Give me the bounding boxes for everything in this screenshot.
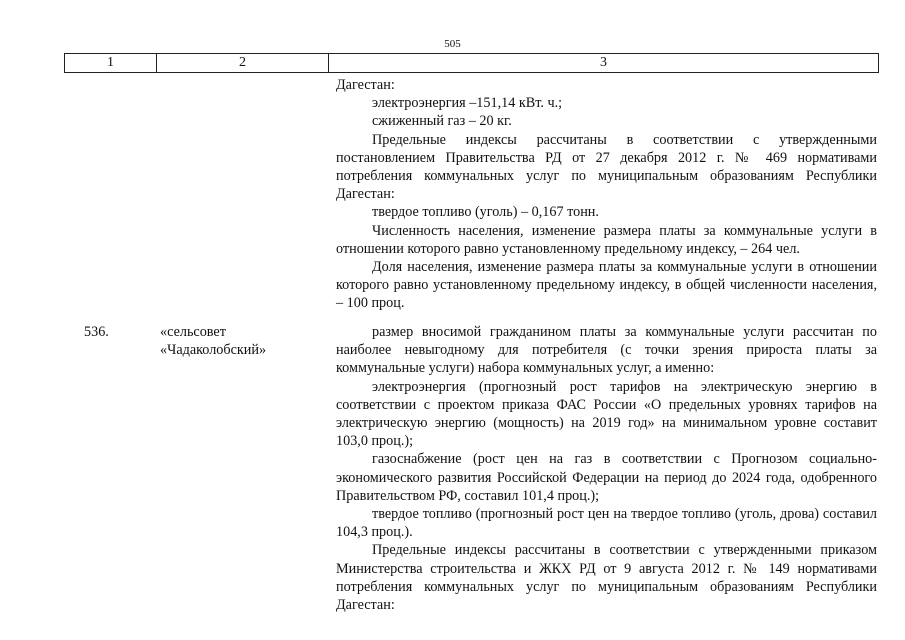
text-line: электроэнергия –151,14 кВт. ч.; — [372, 95, 563, 112]
column-header-1: 1 — [65, 54, 157, 72]
name-line: «сельсовет — [160, 324, 226, 340]
text-line: твердое топливо (уголь) – 0,167 тонн. — [372, 204, 599, 221]
column-header-2: 2 — [157, 54, 329, 72]
text-paragraph: Предельные индексы рассчитаны в соответствии с утвержденными приказом Министерства строительства и ЖКХ РД от 9 августа 2012 г. № 149 нормативами потребления коммунальных услуг по муниципальным образованиям Республики Дагестан: — [336, 542, 877, 614]
text-line: сжиженный газ – 20 кг. — [372, 113, 512, 130]
name-line: «Чадаколобский» — [160, 342, 267, 359]
page-number: 505 — [444, 38, 461, 50]
text-paragraph: газоснабжение (рост цен на газ в соответствии с Прогнозом социально-экономического развития Российской Федерации на период до 2024 года, одобренного Правительством РФ, составил 101,4 проц.); — [336, 451, 877, 504]
text-paragraph: Предельные индексы рассчитаны в соответствии с утвержденными постановлением Правительства РД от 27 декабря 2012 г. № 469 нормативами потребления коммунальных услуг по муниципальным образованиям Республики Дагестан: — [336, 131, 877, 203]
text-paragraph: Численность населения, изменение размера платы за коммунальные услуги в отношении которого равно установленному предельному индексу, – 264 чел. — [336, 222, 877, 257]
text-paragraph: Доля населения, изменение размера платы за коммунальные услуги в отношении которого равно установленному предельному индексу, в общей численности населения, – 100 проц. — [336, 259, 877, 312]
text-line: Дагестан: — [336, 77, 395, 93]
row-municipality-name — [160, 323, 330, 359]
table-header-row — [64, 53, 879, 73]
text-paragraph: электроэнергия (прогнозный рост тарифов на электрическую энергию в соответствии с проектом приказа ФАС России «О предельных уровнях тарифов на электрическую энергию (мощность) на 2019 год» на минимальном уровне составит 103,0 проц.); — [336, 378, 877, 450]
previous-row-description — [336, 76, 877, 313]
text-paragraph: твердое топливо (прогнозный рост цен на твердое топливо (уголь, дрова) составил 104,3 проц.). — [336, 506, 877, 541]
row-number: 536. — [84, 324, 109, 340]
column-header-3: 3 — [600, 55, 607, 70]
row-536-description — [336, 323, 877, 614]
text-paragraph: размер вносимой гражданином платы за коммунальные услуги рассчитан по наиболее невыгодному для потребителя (с точки зрения прироста платы за коммунальные услуги) набора коммунальных услуг, а именно: — [336, 324, 877, 377]
